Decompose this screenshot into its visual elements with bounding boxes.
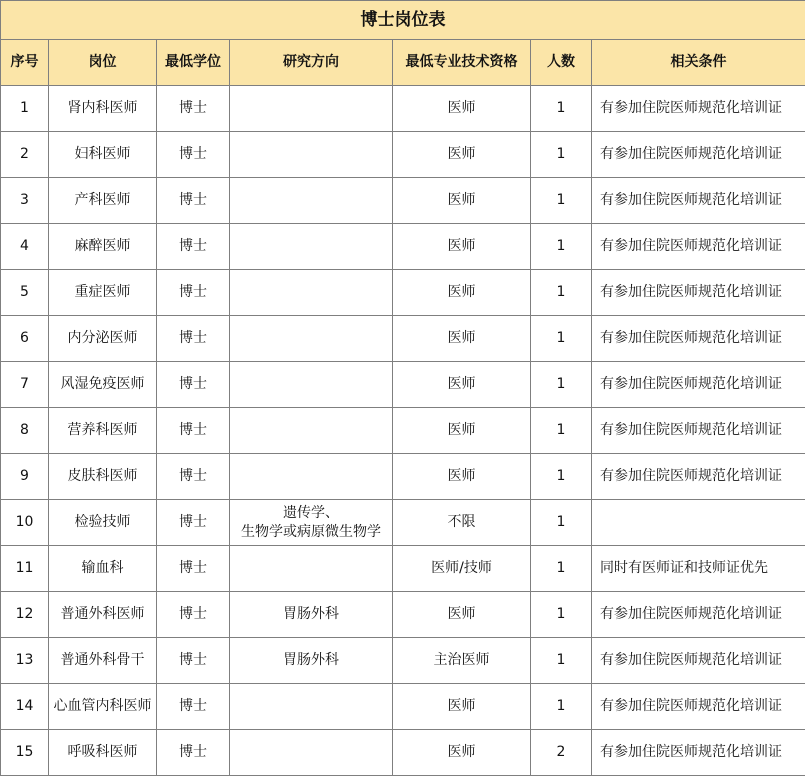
cell-conditions: 有参加住院医师规范化培训证 bbox=[592, 132, 805, 178]
table-row bbox=[1, 224, 805, 270]
cell-no: 3 bbox=[1, 178, 49, 224]
cell-post: 皮肤科医师 bbox=[49, 454, 157, 500]
cell-post: 普通外科骨干 bbox=[49, 638, 157, 684]
cell-no: 7 bbox=[1, 362, 49, 408]
cell-conditions: 有参加住院医师规范化培训证 bbox=[592, 270, 805, 316]
cell-qualification: 医师 bbox=[393, 684, 531, 730]
cell-post: 营养科医师 bbox=[49, 408, 157, 454]
cell-post: 麻醉医师 bbox=[49, 224, 157, 270]
cell-degree: 博士 bbox=[157, 546, 230, 592]
cell-degree: 博士 bbox=[157, 408, 230, 454]
cell-degree: 博士 bbox=[157, 224, 230, 270]
cell-conditions: 有参加住院医师规范化培训证 bbox=[592, 730, 805, 776]
cell-no: 4 bbox=[1, 224, 49, 270]
cell-count: 1 bbox=[531, 362, 592, 408]
cell-direction bbox=[230, 316, 393, 362]
cell-degree: 博士 bbox=[157, 270, 230, 316]
title-row bbox=[1, 1, 805, 40]
cell-post: 内分泌医师 bbox=[49, 316, 157, 362]
table-row bbox=[1, 86, 805, 132]
cell-count: 1 bbox=[531, 86, 592, 132]
cell-direction bbox=[230, 546, 393, 592]
cell-qualification: 医师 bbox=[393, 454, 531, 500]
cell-count: 2 bbox=[531, 730, 592, 776]
cell-qualification: 医师 bbox=[393, 178, 531, 224]
cell-qualification: 医师 bbox=[393, 224, 531, 270]
cell-post: 重症医师 bbox=[49, 270, 157, 316]
cell-degree: 博士 bbox=[157, 500, 230, 546]
cell-post: 呼吸科医师 bbox=[49, 730, 157, 776]
cell-conditions: 有参加住院医师规范化培训证 bbox=[592, 408, 805, 454]
cell-degree: 博士 bbox=[157, 178, 230, 224]
cell-conditions: 有参加住院医师规范化培训证 bbox=[592, 638, 805, 684]
header-qualification: 最低专业技术资格 bbox=[393, 40, 531, 86]
table-row bbox=[1, 546, 805, 592]
cell-degree: 博士 bbox=[157, 730, 230, 776]
cell-conditions: 有参加住院医师规范化培训证 bbox=[592, 224, 805, 270]
cell-degree: 博士 bbox=[157, 454, 230, 500]
cell-qualification: 医师 bbox=[393, 592, 531, 638]
cell-qualification: 不限 bbox=[393, 500, 531, 546]
cell-no: 13 bbox=[1, 638, 49, 684]
cell-conditions: 有参加住院医师规范化培训证 bbox=[592, 684, 805, 730]
cell-direction: 胃肠外科 bbox=[230, 638, 393, 684]
cell-qualification: 医师/技师 bbox=[393, 546, 531, 592]
cell-degree: 博士 bbox=[157, 316, 230, 362]
header-conditions: 相关条件 bbox=[592, 40, 805, 86]
cell-count: 1 bbox=[531, 500, 592, 546]
table-row bbox=[1, 132, 805, 178]
cell-direction bbox=[230, 408, 393, 454]
cell-qualification: 主治医师 bbox=[393, 638, 531, 684]
header-no: 序号 bbox=[1, 40, 49, 86]
table-row bbox=[1, 592, 805, 638]
table-title: 博士岗位表 bbox=[1, 1, 805, 40]
table-row bbox=[1, 408, 805, 454]
cell-degree: 博士 bbox=[157, 684, 230, 730]
cell-direction bbox=[230, 270, 393, 316]
cell-count: 1 bbox=[531, 316, 592, 362]
cell-no: 6 bbox=[1, 316, 49, 362]
cell-no: 8 bbox=[1, 408, 49, 454]
cell-post: 产科医师 bbox=[49, 178, 157, 224]
cell-direction bbox=[230, 454, 393, 500]
cell-count: 1 bbox=[531, 224, 592, 270]
cell-conditions: 有参加住院医师规范化培训证 bbox=[592, 316, 805, 362]
cell-direction bbox=[230, 224, 393, 270]
cell-no: 5 bbox=[1, 270, 49, 316]
header-post: 岗位 bbox=[49, 40, 157, 86]
header-degree: 最低学位 bbox=[157, 40, 230, 86]
cell-qualification: 医师 bbox=[393, 408, 531, 454]
cell-no: 10 bbox=[1, 500, 49, 546]
cell-count: 1 bbox=[531, 408, 592, 454]
cell-post: 风湿免疫医师 bbox=[49, 362, 157, 408]
cell-conditions: 有参加住院医师规范化培训证 bbox=[592, 592, 805, 638]
table-row bbox=[1, 638, 805, 684]
cell-count: 1 bbox=[531, 270, 592, 316]
table-row bbox=[1, 316, 805, 362]
cell-conditions bbox=[592, 500, 805, 546]
cell-no: 11 bbox=[1, 546, 49, 592]
table-row bbox=[1, 362, 805, 408]
cell-conditions: 有参加住院医师规范化培训证 bbox=[592, 454, 805, 500]
cell-post: 检验技师 bbox=[49, 500, 157, 546]
cell-direction bbox=[230, 86, 393, 132]
header-count: 人数 bbox=[531, 40, 592, 86]
cell-count: 1 bbox=[531, 684, 592, 730]
cell-post: 心血管内科医师 bbox=[49, 684, 157, 730]
cell-no: 1 bbox=[1, 86, 49, 132]
table-row bbox=[1, 454, 805, 500]
cell-direction: 遗传学、 生物学或病原微生物学 bbox=[230, 500, 393, 546]
cell-degree: 博士 bbox=[157, 132, 230, 178]
cell-qualification: 医师 bbox=[393, 86, 531, 132]
cell-direction: 胃肠外科 bbox=[230, 592, 393, 638]
cell-qualification: 医师 bbox=[393, 132, 531, 178]
cell-no: 14 bbox=[1, 684, 49, 730]
cell-degree: 博士 bbox=[157, 362, 230, 408]
cell-conditions: 同时有医师证和技师证优先 bbox=[592, 546, 805, 592]
header-row bbox=[1, 40, 805, 86]
cell-qualification: 医师 bbox=[393, 730, 531, 776]
cell-qualification: 医师 bbox=[393, 316, 531, 362]
cell-direction bbox=[230, 132, 393, 178]
header-direction: 研究方向 bbox=[230, 40, 393, 86]
cell-count: 1 bbox=[531, 178, 592, 224]
cell-degree: 博士 bbox=[157, 592, 230, 638]
table-row bbox=[1, 500, 805, 546]
cell-post: 输血科 bbox=[49, 546, 157, 592]
cell-post: 普通外科医师 bbox=[49, 592, 157, 638]
cell-degree: 博士 bbox=[157, 638, 230, 684]
cell-count: 1 bbox=[531, 638, 592, 684]
table-row bbox=[1, 270, 805, 316]
cell-no: 9 bbox=[1, 454, 49, 500]
cell-count: 1 bbox=[531, 546, 592, 592]
cell-conditions: 有参加住院医师规范化培训证 bbox=[592, 362, 805, 408]
cell-no: 2 bbox=[1, 132, 49, 178]
table-row bbox=[1, 684, 805, 730]
cell-count: 1 bbox=[531, 592, 592, 638]
cell-qualification: 医师 bbox=[393, 270, 531, 316]
cell-direction bbox=[230, 178, 393, 224]
cell-no: 12 bbox=[1, 592, 49, 638]
cell-qualification: 医师 bbox=[393, 362, 531, 408]
cell-direction bbox=[230, 730, 393, 776]
cell-direction bbox=[230, 362, 393, 408]
cell-degree: 博士 bbox=[157, 86, 230, 132]
cell-count: 1 bbox=[531, 454, 592, 500]
cell-post: 肾内科医师 bbox=[49, 86, 157, 132]
cell-no: 15 bbox=[1, 730, 49, 776]
cell-conditions: 有参加住院医师规范化培训证 bbox=[592, 86, 805, 132]
cell-post: 妇科医师 bbox=[49, 132, 157, 178]
table-row bbox=[1, 178, 805, 224]
cell-direction bbox=[230, 684, 393, 730]
table-row bbox=[1, 730, 805, 776]
cell-conditions: 有参加住院医师规范化培训证 bbox=[592, 178, 805, 224]
cell-count: 1 bbox=[531, 132, 592, 178]
